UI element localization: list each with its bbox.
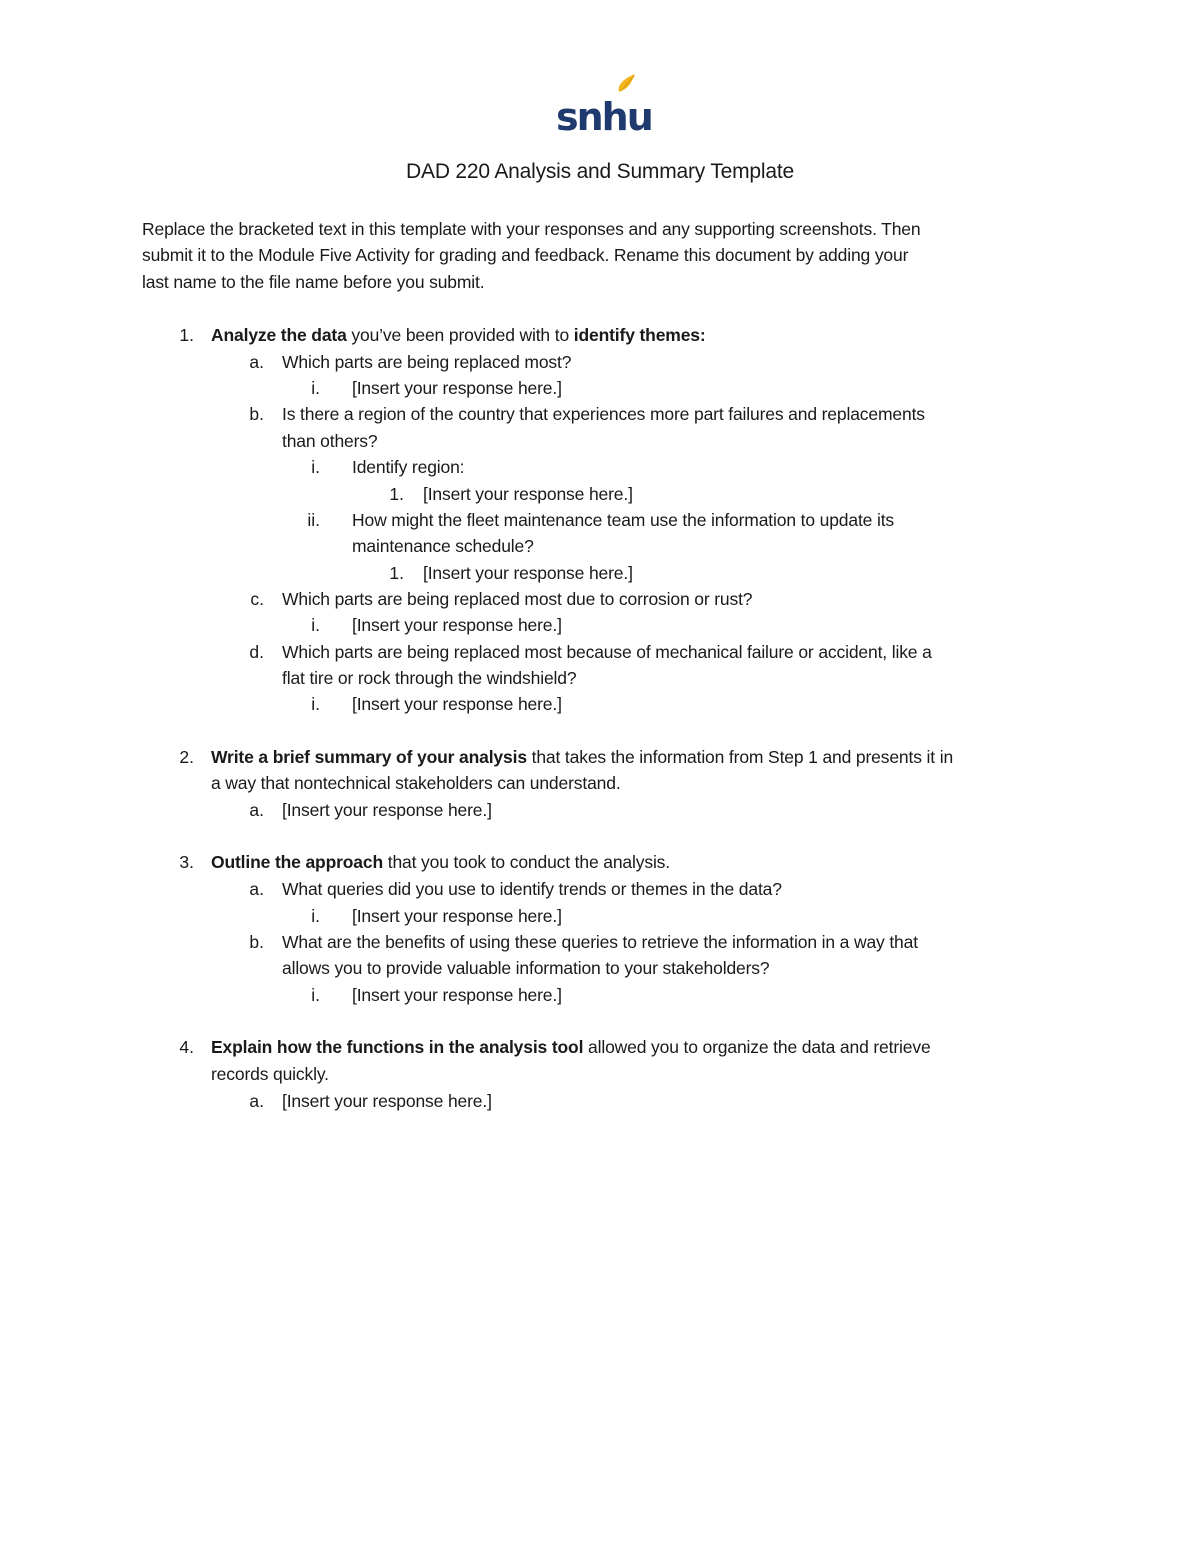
question-text: flat tire or rock through the windshield? bbox=[282, 668, 577, 688]
list-roman: ii. bbox=[307, 510, 320, 530]
section2-heading bbox=[211, 744, 953, 770]
response-placeholder: [Insert your response here.] bbox=[282, 800, 492, 820]
list-letter: c. bbox=[250, 589, 264, 609]
snhu-wordmark: snhu bbox=[556, 95, 652, 139]
question-text: records quickly. bbox=[211, 1064, 329, 1084]
list-roman: i. bbox=[311, 985, 320, 1005]
response-placeholder: [Insert your response here.] bbox=[352, 906, 562, 926]
question-text: than others? bbox=[282, 431, 378, 451]
list-letter: d. bbox=[249, 642, 264, 662]
section3-heading bbox=[211, 849, 670, 875]
response-placeholder: [Insert your response here.] bbox=[352, 378, 562, 398]
list-number: 2. bbox=[179, 747, 194, 767]
response-placeholder: [Insert your response here.] bbox=[352, 615, 562, 635]
heading-text: that takes the information from Step 1 and presents it in bbox=[526, 747, 954, 767]
list-roman: i. bbox=[311, 694, 320, 714]
list-number: 1. bbox=[389, 484, 404, 504]
response-placeholder: [Insert your response here.] bbox=[423, 563, 633, 583]
list-roman: i. bbox=[311, 378, 320, 398]
response-placeholder: [Insert your response here.] bbox=[423, 484, 633, 504]
question-text: Identify region: bbox=[352, 457, 465, 477]
question-text: Which parts are being replaced most? bbox=[282, 352, 572, 372]
question-text: maintenance schedule? bbox=[352, 536, 534, 556]
list-number: 3. bbox=[179, 852, 194, 872]
question-text: Which parts are being replaced most because of mechanical failure or accident, like a bbox=[282, 642, 932, 662]
heading-bold: Outline the approach bbox=[211, 852, 384, 872]
intro-line: Replace the bracketed text in this template with your responses and any supporting screenshots. Then bbox=[142, 219, 921, 239]
section4-heading bbox=[211, 1034, 931, 1060]
question-text: Which parts are being replaced most due to corrosion or rust? bbox=[282, 589, 753, 609]
heading-bold: Write a brief summary of your analysis bbox=[211, 747, 527, 767]
heading-bold: identify themes: bbox=[573, 325, 706, 345]
question-text: a way that nontechnical stakeholders can understand. bbox=[211, 773, 621, 793]
list-letter: a. bbox=[249, 879, 264, 899]
list-letter: a. bbox=[249, 1091, 264, 1111]
list-roman: i. bbox=[311, 906, 320, 926]
list-letter: b. bbox=[249, 932, 264, 952]
list-letter: b. bbox=[249, 404, 264, 424]
list-letter: a. bbox=[249, 352, 264, 372]
question-text: How might the fleet maintenance team use the information to update its bbox=[352, 510, 895, 530]
response-placeholder: [Insert your response here.] bbox=[352, 985, 562, 1005]
heading-bold: Explain how the functions in the analysis tool bbox=[211, 1037, 584, 1057]
question-text: allows you to provide valuable information to your stakeholders? bbox=[282, 958, 770, 978]
list-roman: i. bbox=[311, 615, 320, 635]
snhu-logo bbox=[555, 72, 652, 139]
heading-text: that you took to conduct the analysis. bbox=[383, 852, 670, 872]
intro-line: last name to the file name before you submit. bbox=[142, 271, 485, 292]
snhu-logo-graphic bbox=[555, 72, 652, 139]
list-letter: a. bbox=[249, 800, 264, 820]
page-title: DAD 220 Analysis and Summary Template bbox=[406, 160, 794, 183]
heading-text: allowed you to organize the data and retrieve bbox=[583, 1037, 931, 1057]
question-text: What queries did you use to identify trends or themes in the data? bbox=[282, 879, 782, 899]
intro-line: submit it to the Module Five Activity for grading and feedback. Rename this document by adding your bbox=[142, 245, 909, 266]
intro-paragraph bbox=[142, 216, 1057, 295]
response-placeholder: [Insert your response here.] bbox=[352, 694, 562, 714]
list-roman: i. bbox=[311, 457, 320, 477]
heading-bold: Analyze the data bbox=[211, 325, 347, 345]
list-number: 4. bbox=[179, 1037, 194, 1057]
list-number: 1. bbox=[179, 325, 194, 345]
question-text: What are the benefits of using these queries to retrieve the information in a way that bbox=[282, 932, 918, 952]
question-text: Is there a region of the country that experiences more part failures and replacements bbox=[282, 404, 925, 424]
heading-text: you’ve been provided with to bbox=[346, 325, 574, 345]
response-placeholder: [Insert your response here.] bbox=[282, 1091, 492, 1111]
list-number: 1. bbox=[389, 563, 404, 583]
flame-leaf-icon bbox=[619, 74, 635, 92]
section1-heading bbox=[211, 322, 706, 348]
